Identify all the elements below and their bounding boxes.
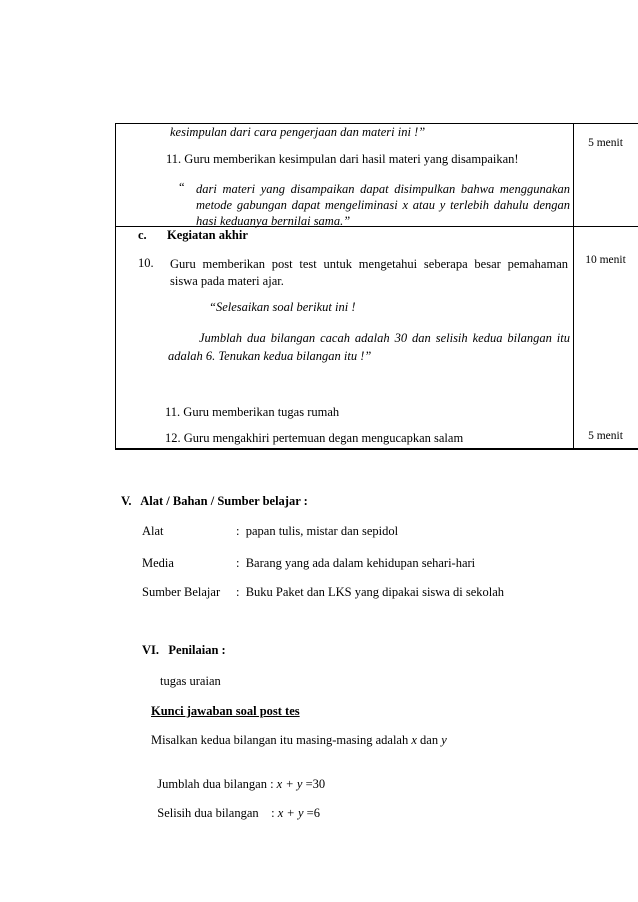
table-left-border (115, 123, 116, 449)
row1-duration: 5 menit (588, 137, 623, 149)
media-value: : Barang yang ada dalam kehidupan sehari-hari (236, 556, 476, 570)
table-top-border (115, 123, 638, 124)
post-test-problem: Jumblah dua bilangan cacah adalah 30 dan selisih kedua bilangan itu adalah 6. Tenukan kedua bilangan itu !” (168, 331, 570, 363)
table-column-divider (573, 123, 574, 449)
variable-y: y (441, 733, 447, 747)
step-10-number: 10. (138, 256, 154, 270)
conclusion-line: kesimpulan dari cara pengerjaan dan materi ini !” (170, 125, 426, 139)
section-letter-c: c. (138, 228, 147, 242)
table-bottom-border (115, 448, 638, 450)
answer-key-title: Kunci jawaban soal post tes (151, 704, 300, 718)
answer-line-3 (151, 791, 320, 821)
row2-duration-bottom: 5 menit (588, 430, 623, 442)
assessment-type: tugas uraian (160, 674, 221, 688)
answer-line-2-expr: x + y (276, 777, 303, 791)
media-label: Media (142, 556, 174, 570)
answer-line-2 (151, 762, 325, 792)
section-title-kegiatan-akhir: Kegiatan akhir (167, 228, 248, 242)
conclusion-quote: dari materi yang disampaikan dapat disimpulkan bahwa menggunakan metode gabungan dapat mengeliminasi x atau y terlebih dahulu dengan hasi keduanya bernilai sama.” (196, 182, 570, 228)
step-11-conclusion: 11. Guru memberikan kesimpulan dari hasil materi yang disampaikan! (166, 152, 519, 166)
sumber-belajar-value: : Buku Paket dan LKS yang dipakai siswa di sekolah (236, 585, 505, 599)
step-10-post-test: Guru memberikan post test untuk mengetahui seberapa besar pemahaman siswa pada materi ajar. (170, 257, 568, 288)
alat-label: Alat (142, 524, 164, 538)
answer-line-2-value: =30 (302, 777, 326, 791)
variable-x: x (411, 733, 417, 747)
answer-line-1 (151, 733, 447, 748)
answer-line-3-expr: x + y (277, 806, 304, 820)
answer-line-2-label: Jumblah dua bilangan : (157, 777, 277, 791)
section-v-title: V. Alat / Bahan / Sumber belajar : (121, 494, 308, 508)
post-test-instruction: “Selesaikan soal berikut ini ! (209, 300, 356, 314)
answer-line-1-text: Misalkan kedua bilangan itu masing-masing adalah (151, 733, 412, 747)
answer-line-3-label: Selisih dua bilangan : (157, 806, 278, 820)
step-11-homework: 11. Guru memberikan tugas rumah (165, 405, 340, 419)
answer-line-1-dan: dan (416, 733, 442, 747)
section-vi-title: VI. Penilaian : (142, 643, 226, 657)
quote-open-mark: “ (179, 180, 185, 194)
row2-duration-top: 10 menit (585, 254, 626, 266)
answer-line-3-value: =6 (303, 806, 320, 820)
sumber-belajar-label: Sumber Belajar (142, 585, 221, 599)
step-12-closing: 12. Guru mengakhiri pertemuan degan mengucapkan salam (165, 431, 464, 445)
alat-value: : papan tulis, mistar dan sepidol (236, 524, 399, 538)
